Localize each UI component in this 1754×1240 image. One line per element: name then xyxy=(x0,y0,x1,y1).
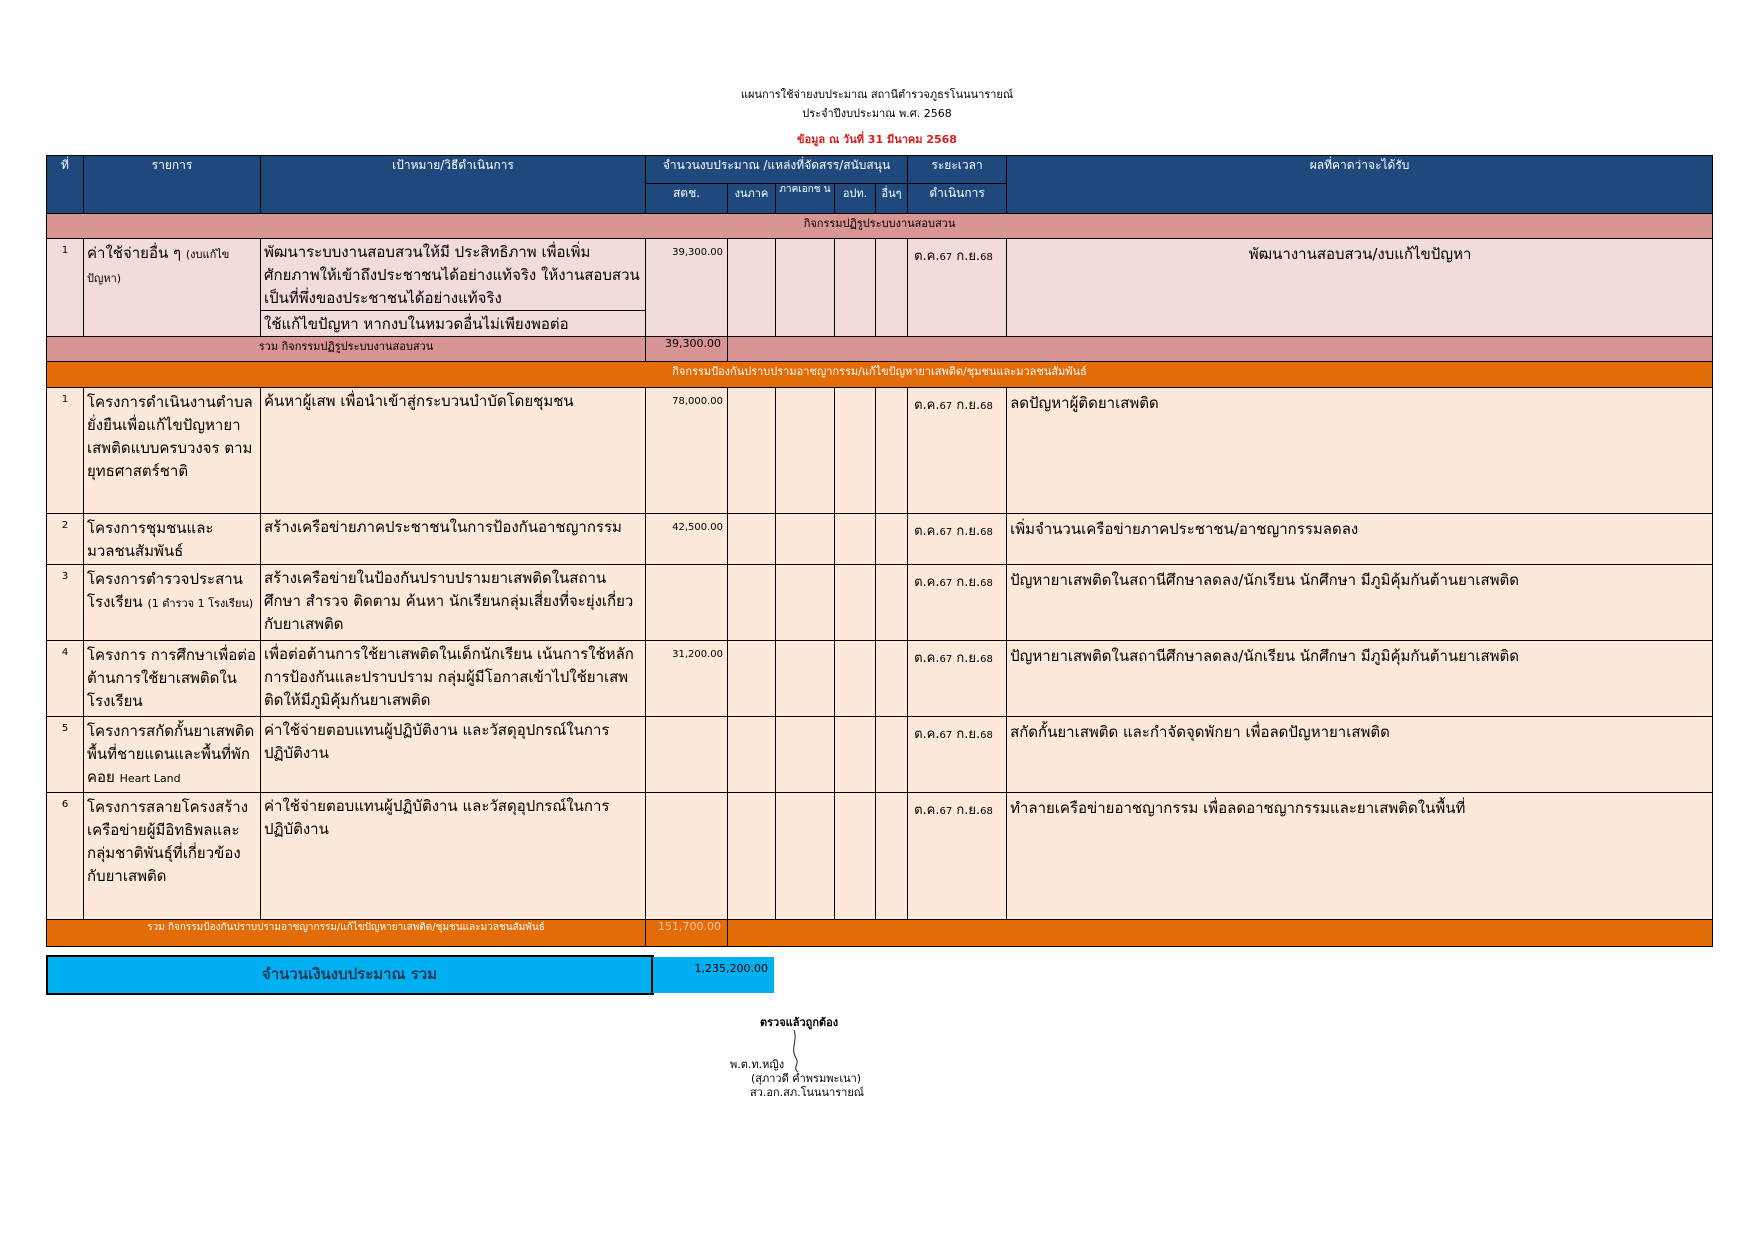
grand-total-amount: 1,235,200.00 xyxy=(653,957,774,993)
table-row xyxy=(47,514,1713,565)
row-period: ต.ค.67 ก.ย.68 xyxy=(908,641,1007,717)
signer-rank: พ.ต.ท.หญิง xyxy=(730,1058,785,1071)
table-row xyxy=(47,388,1713,514)
section-sum-amount: 151,700.00 xyxy=(646,920,728,947)
row-item: โครงการ การศึกษาเพื่อต่อต้านการใช้ยาเสพติดในโรงเรียน xyxy=(84,641,261,717)
section-title: กิจกรรมปฏิรูประบบงานสอบสวน xyxy=(47,214,1713,239)
row-item-note: Heart Land xyxy=(119,772,181,785)
row-amount xyxy=(646,565,728,641)
col-header-police: สตช. xyxy=(646,184,728,214)
row-goal: ค้นหาผู้เสพ เพื่อนำเข้าสู่กระบวนบำบัดโดยชุมชน xyxy=(261,388,646,514)
row-result: เพิ่มจำนวนเครือข่ายภาคประชาชน/อาชญากรรมลดลง xyxy=(1007,514,1713,565)
col-header-period-2: ดำเนินการ xyxy=(908,184,1007,214)
table-row xyxy=(47,717,1713,793)
grand-total-label: จำนวนเงินงบประมาณ รวม xyxy=(48,957,653,993)
signer-position: สว.อก.สภ.โนนนารายณ์ xyxy=(750,1086,864,1099)
grand-total xyxy=(46,955,768,995)
row-period: ต.ค.67 ก.ย.68 xyxy=(908,793,1007,920)
verified-text: ตรวจแล้วถูกต้อง xyxy=(760,1016,839,1029)
row-item: โครงการสลายโครงสร้างเครือข่ายผู้มีอิทธิพลและกลุ่มชาติพันธุ์ที่เกี่ยวข้องกับยาเสพติด xyxy=(84,793,261,920)
row-no: 5 xyxy=(47,717,84,793)
col-header-region: งนภาค xyxy=(728,184,776,214)
col-header-result: ผลที่คาดว่าจะได้รับ xyxy=(1007,156,1713,214)
col-header-item: รายการ xyxy=(84,156,261,214)
row-result: ปัญหายาเสพติดในสถานีศึกษาลดลง/นักเรียน นักศึกษา มีภูมิคุ้มกันต้านยาเสพติด xyxy=(1007,641,1713,717)
row-amount xyxy=(646,717,728,793)
row-period: ต.ค.67 ก.ย.68 xyxy=(908,239,1007,337)
row-result: ปัญหายาเสพติดในสถานีศึกษาลดลง/นักเรียน นักศึกษา มีภูมิคุ้มกันต้านยาเสพติด xyxy=(1007,565,1713,641)
col-header-goal: เป้าหมาย/วิธีดำเนินการ xyxy=(261,156,646,214)
row-result: สกัดกั้นยาเสพติด และกำจัดจุดพักยา เพื่อลดปัญหายาเสพติด xyxy=(1007,717,1713,793)
section-sum-amount: 39,300.00 xyxy=(646,337,728,362)
table-row xyxy=(47,793,1713,920)
row-no: 4 xyxy=(47,641,84,717)
row-goal: ค่าใช้จ่ายตอบแทนผู้ปฏิบัติงาน และวัสดุอุปกรณ์ในการปฏิบัติงาน xyxy=(261,793,646,920)
row-period: ต.ค.67 ก.ย.68 xyxy=(908,514,1007,565)
section-title: กิจกรรมป้องกันปราบปรามอาชญากรรม/แก้ไขปัญหายาเสพติด/ชุมชนและมวลชนสัมพันธ์ xyxy=(47,362,1713,388)
row-item: ค่าใช้จ่ายอื่น ๆ (งบแก้ไขปัญหา) xyxy=(84,239,261,337)
row-period: ต.ค.67 ก.ย.68 xyxy=(908,717,1007,793)
row-no: 6 xyxy=(47,793,84,920)
col-header-other: อื่นๆ xyxy=(876,184,908,214)
row-amount: 42,500.00 xyxy=(646,514,728,565)
row-period: ต.ค.67 ก.ย.68 xyxy=(908,565,1007,641)
col-header-private: ภาคเอกช น xyxy=(776,184,835,214)
row-item: โครงการสกัดกั้นยาเสพติดพื้นที่ชายแดนและพื้นที่พักคอย Heart Land xyxy=(84,717,261,793)
row-goal: ค่าใช้จ่ายตอบแทนผู้ปฏิบัติงาน และวัสดุอุปกรณ์ในการปฏิบัติงาน xyxy=(261,717,646,793)
row-item-note: (งบแก้ไขปัญหา) xyxy=(87,248,230,285)
section-sum-label: รวม กิจกรรมป้องกันปราบปรามอาชญากรรม/แก้ไขปัญหายาเสพติด/ชุมชนและมวลชนสัมพันธ์ xyxy=(47,920,646,947)
row-result: ลดปัญหาผู้ติดยาเสพติด xyxy=(1007,388,1713,514)
col-header-local-gov: อปท. xyxy=(835,184,876,214)
data-as-of-date: ข้อมูล ณ วันที่ 31 มีนาคม 2568 xyxy=(797,133,957,146)
row-result: พัฒนางานสอบสวน/งบแก้ไขปัญหา xyxy=(1007,239,1713,337)
signer-name: (สุภาวดี คำพรมพะเนา) xyxy=(751,1072,862,1085)
row-goal-extra: ใช้แก้ไขปัญหา หากงบในหมวดอื่นไม่เพียงพอต่อ xyxy=(261,311,646,337)
table-row xyxy=(47,641,1713,717)
row-item: โครงการตำรวจประสานโรงเรียน (1 ตำรวจ 1 โรงเรียน) xyxy=(84,565,261,641)
row-no: 3 xyxy=(47,565,84,641)
row-item-note: (1 ตำรวจ 1 โรงเรียน) xyxy=(147,597,254,610)
row-no: 1 xyxy=(47,388,84,514)
row-item: โครงการดำเนินงานตำบลยั่งยืนเพื่อแก้ไขปัญหายาเสพติดแบบครบวงจร ตามยุทธศาสตร์ชาติ xyxy=(84,388,261,514)
col-header-period-1: ระยะเวลา xyxy=(908,156,1007,184)
row-amount: 31,200.00 xyxy=(646,641,728,717)
row-goal: พัฒนาระบบงานสอบสวนให้มี ประสิทธิภาพ เพื่อเพิ่มศักยภาพให้เข้าถึงประชาชนได้อย่างแท้จริง ให้งานสอบสวนเป็นที่พึ่งของประชาชนได้อย่างแท้จริง xyxy=(261,239,646,311)
section-sum-label: รวม กิจกรรมปฏิรูประบบงานสอบสวน xyxy=(47,337,646,362)
row-result: ทำลายเครือข่ายอาชญากรรม เพื่อลดอาชญากรรมและยาเสพติดในพื้นที่ xyxy=(1007,793,1713,920)
row-item: โครงการชุมชนและมวลชนสัมพันธ์ xyxy=(84,514,261,565)
row-goal: เพื่อต่อต้านการใช้ยาเสพติดในเด็กนักเรียน เน้นการใช้หลักการป้องกันและปราบปราม กลุ่มผู้มีโอกาสเข้าไปใช้ยาเสพติดให้มีภูมิคุ้มกันยาเสพติด xyxy=(261,641,646,717)
row-amount xyxy=(646,793,728,920)
row-goal: สร้างเครือข่ายภาคประชาชนในการป้องกันอาชญากรรม xyxy=(261,514,646,565)
table-row xyxy=(47,565,1713,641)
row-amount: 39,300.00 xyxy=(646,239,728,337)
col-header-budget-group: จำนวนงบประมาณ /แหล่งที่จัดสรร/สนับสนุน xyxy=(646,156,908,184)
signature-mark xyxy=(784,1028,814,1073)
row-amount: 78,000.00 xyxy=(646,388,728,514)
col-header-no: ที่ xyxy=(47,156,84,214)
table-row xyxy=(47,239,1713,311)
row-goal: สร้างเครือข่ายในป้องกันปราบปรามยาเสพติดในสถานศึกษา สำรวจ ติดตาม ค้นหา นักเรียนกลุ่มเสี่ยงที่จะยุ่งเกี่ยวกับยาเสพติด xyxy=(261,565,646,641)
row-period: ต.ค.67 ก.ย.68 xyxy=(908,388,1007,514)
row-no: 2 xyxy=(47,514,84,565)
budget-table xyxy=(46,155,1713,947)
document-title: แผนการใช้จ่ายงบประมาณ สถานีตำรวจภูธรโนนนารายณ์ xyxy=(740,88,1014,101)
fiscal-year: ประจำปีงบประมาณ พ.ศ. 2568 xyxy=(802,107,952,120)
row-no: 1 xyxy=(47,239,84,337)
